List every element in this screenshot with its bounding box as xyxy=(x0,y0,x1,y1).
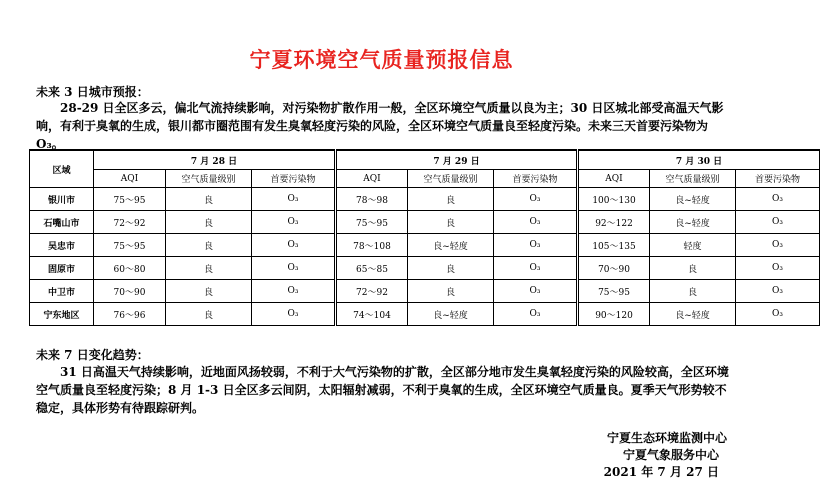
footer-org-monitoring: 宁夏生态环境监测中心 xyxy=(606,431,727,445)
level-cell: 良~轻度 xyxy=(408,303,494,326)
aqi-cell: 70～90 xyxy=(94,280,166,303)
day-header: 7 月 29 日 xyxy=(336,150,578,170)
level-col-header: 空气质量级别 xyxy=(650,170,736,188)
aqi-cell: 92～122 xyxy=(578,211,650,234)
table-row xyxy=(30,257,820,280)
pollutant-cell: O₃ xyxy=(252,280,336,303)
trend-7day-text xyxy=(36,363,736,417)
pollutant-cell: O₃ xyxy=(252,188,336,211)
level-cell: 轻度 xyxy=(650,234,736,257)
aqi-cell: 78～108 xyxy=(336,234,408,257)
level-cell: 良 xyxy=(408,257,494,280)
pollutant-cell: O₃ xyxy=(252,257,336,280)
region-name: 银川市 xyxy=(30,188,94,211)
pollutant-cell: O₃ xyxy=(736,303,820,326)
pollutant-cell: O₃ xyxy=(736,257,820,280)
aqi-cell: 60～80 xyxy=(94,257,166,280)
pollutant-cell: O₃ xyxy=(494,211,578,234)
table-row xyxy=(30,303,820,326)
aqi-forecast-table xyxy=(29,149,820,326)
trend-7day-heading: 未来 7 日变化趋势： xyxy=(36,348,149,362)
aqi-cell: 65～85 xyxy=(336,257,408,280)
aqi-cell: 70～90 xyxy=(578,257,650,280)
level-cell: 良 xyxy=(408,188,494,211)
pollutant-cell: O₃ xyxy=(494,280,578,303)
level-col-header: 空气质量级别 xyxy=(408,170,494,188)
region-name: 中卫市 xyxy=(30,280,94,303)
aqi-col-header: AQI xyxy=(94,170,166,188)
pollutant-cell: O₃ xyxy=(736,188,820,211)
level-col-header: 空气质量级别 xyxy=(166,170,252,188)
aqi-cell: 72～92 xyxy=(336,280,408,303)
pollutant-cell: O₃ xyxy=(494,234,578,257)
level-cell: 良 xyxy=(650,280,736,303)
region-header: 区域 xyxy=(30,150,94,188)
level-cell: 良 xyxy=(166,188,252,211)
level-cell: 良~轻度 xyxy=(650,188,736,211)
day-header: 7 月 30 日 xyxy=(578,150,820,170)
pollutant-cell: O₃ xyxy=(494,303,578,326)
level-cell: 良 xyxy=(166,257,252,280)
level-cell: 良 xyxy=(408,211,494,234)
footer-org-meteorology: 宁夏气象服务中心 xyxy=(622,448,719,462)
pollutant-cell: O₃ xyxy=(252,234,336,257)
pollutant-col-header: 首要污染物 xyxy=(494,170,578,188)
level-cell: 良 xyxy=(166,211,252,234)
region-name: 吴忠市 xyxy=(30,234,94,257)
level-cell: 良~轻度 xyxy=(408,234,494,257)
aqi-cell: 78～98 xyxy=(336,188,408,211)
level-cell: 良 xyxy=(166,280,252,303)
pollutant-cell: O₃ xyxy=(736,280,820,303)
table-row xyxy=(30,211,820,234)
pollutant-col-header: 首要污染物 xyxy=(736,170,820,188)
level-cell: 良~轻度 xyxy=(650,211,736,234)
pollutant-cell: O₃ xyxy=(736,211,820,234)
pollutant-col-header: 首要污染物 xyxy=(252,170,336,188)
pollutant-cell: O₃ xyxy=(736,234,820,257)
aqi-cell: 72～92 xyxy=(94,211,166,234)
aqi-cell: 105～135 xyxy=(578,234,650,257)
region-name: 固原市 xyxy=(30,257,94,280)
aqi-cell: 75～95 xyxy=(336,211,408,234)
pollutant-cell: O₃ xyxy=(494,188,578,211)
footer-date: 2021 年 7 月 27 日 xyxy=(603,465,719,479)
forecast-3day-heading: 未来 3 日城市预报： xyxy=(36,85,149,99)
day-header: 7 月 28 日 xyxy=(94,150,336,170)
forecast-3day-text xyxy=(36,99,736,153)
pollutant-cell: O₃ xyxy=(494,257,578,280)
forecast-3day-body: 28-29 日全区多云，偏北气流持续影响，对污染物扩散作用一般，全区环境空气质量以良为主；30 日区城北部受高温天气影响，有利于臭氧的生成，银川都市圈范围有发生臭氧轻度污染的风险，全区环境空气质量良至轻度污染。未来三天首要污染物为 O₃。 xyxy=(36,101,724,151)
aqi-cell: 75～95 xyxy=(94,188,166,211)
level-cell: 良 xyxy=(166,234,252,257)
level-cell: 良 xyxy=(650,257,736,280)
table-row xyxy=(30,188,820,211)
trend-7day-body: 31 日高温天气持续影响，近地面风扬较弱，不利于大气污染物的扩散，全区部分地市发生臭氧轻度污染的风险较高，全区环境空气质量良至轻度污染；8 月 1-3 日全区多云间阴，太阳辐射减弱，不利于臭氧的生成，全区环境空气质量良。夏季天气形势较不稳定，具体形势有待跟踪研判。 xyxy=(36,365,729,415)
region-name: 宁东地区 xyxy=(30,303,94,326)
page-title: 宁夏环境空气质量预报信息 xyxy=(249,47,514,72)
level-cell: 良~轻度 xyxy=(650,303,736,326)
aqi-cell: 100～130 xyxy=(578,188,650,211)
aqi-cell: 74～104 xyxy=(336,303,408,326)
region-name: 石嘴山市 xyxy=(30,211,94,234)
pollutant-cell: O₃ xyxy=(252,211,336,234)
aqi-cell: 75～95 xyxy=(578,280,650,303)
level-cell: 良 xyxy=(166,303,252,326)
table-row xyxy=(30,234,820,257)
level-cell: 良 xyxy=(408,280,494,303)
aqi-col-header: AQI xyxy=(578,170,650,188)
aqi-cell: 76～96 xyxy=(94,303,166,326)
table-row xyxy=(30,280,820,303)
aqi-cell: 75～95 xyxy=(94,234,166,257)
aqi-col-header: AQI xyxy=(336,170,408,188)
aqi-cell: 90～120 xyxy=(578,303,650,326)
pollutant-cell: O₃ xyxy=(252,303,336,326)
